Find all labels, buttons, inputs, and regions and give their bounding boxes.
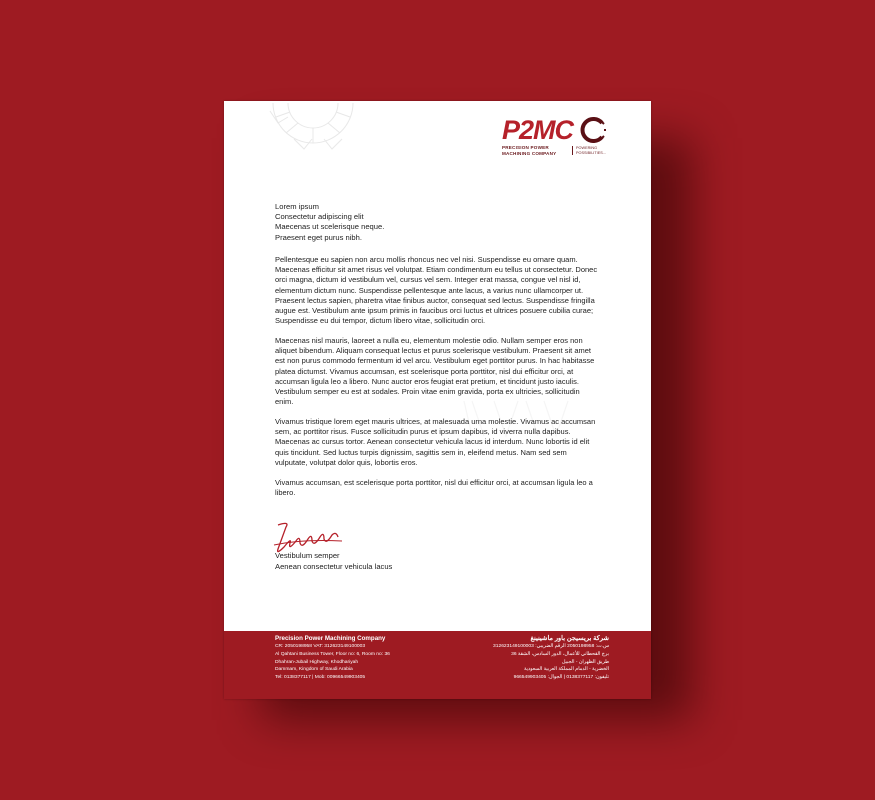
gear-watermark-icon [268,103,358,155]
footer-arabic [439,635,609,682]
body-paragraph: Vivamus tristique lorem eget mauris ultrices, at malesuada urna molestie. Vivamus ac accumsan sem, ac porttitor risus. Fusce sollicitudin purus et ipsum dapibus, id viverra nulla dapibus. Maecenas ac cursus tortor. Aenean consectetur vehicula lacus id interdum. Nunc lobortis id elit quis tincidunt. Sed luctus turpis dignissim, sagittis sem in, eleifend metus. Nam sed sem vulputate, volutpat dolor quis, lobortis eros. [275,417,596,467]
company-logo [502,115,642,159]
footer-address-line-ar: برج القحطاني للأعمال، الدور السادس، الشقة 36 [511,651,609,657]
letterhead-footer [224,631,651,699]
logo-tagline: POWERING POSSIBILITIES... [572,146,616,155]
recipient-address [275,202,575,243]
body-paragraph: Vivamus accumsan, est scelerisque porta porttitor, nisl dui efficitur orci, at accumsan ligula leo a libero. [275,477,593,497]
footer-cr-vat: CR: 2050198958 VAT: 312623149100003 [275,644,366,649]
signatory-title: Aenean consectetur vehicula lacus [275,562,393,571]
signatory-name: Vestibulum semper [275,551,340,560]
address-line: Maecenas ut scelerisque neque. [275,222,385,232]
body-paragraph: Pellentesque eu sapien non arcu mollis rhoncus nec vel nisi. Suspendisse eu ornare quam. Maecenas efficitur sit amet risus vel volutpat. Etiam condimentum eu tellus ut consectetur. Donec orci magna, dictum id vestibulum vel, cursus vel sem. Integer erat massa, congue vel nisl id, elementum dictum nunc. Suspendisse pellentesque ante lacus, a varius nunc ullamcorper ut. Praesent lectus sapien, pharetra vitae finibus auctor, consequat sed lectus. Suspendisse fringilla augue est. Vestibulum ante ipsum primis in faucibus orci luctus et ultrices posuere cubilia curae; Suspendisse eu dui tempor, dictum libero vitae, sollicitudin orci. [275,255,598,326]
address-line: Praesent eget purus nibh. [275,232,362,242]
footer-address-line-ar: الخضرية - الدمام المملكة العربية السعودية [524,667,609,673]
footer-cr-vat-ar: س.ت: 2050198958 الرقم الضريبي: 312623149100003 [493,644,609,649]
footer-company-name: Precision Power Machining Company [275,635,386,642]
footer-address-line-ar: طريق الظهران - الجبيل [561,659,609,665]
footer-address-line: Al Qahtani Business Tower, Floor no: 6, Room no: 36 [275,651,390,657]
footer-phones: Tel: 0138377117 | Mob: 00966549903405 [275,675,366,681]
body-paragraph: Maecenas nisl mauris, laoreet a nulla eu, elementum molestie odio. Nullam semper eros non aliquet bibendum. Aliquam consequat lectus et purus scelerisque vestibulum. Praesent sit amet est non purus commodo fermentum id vel arcu. Vestibulum eget porttitor purus. In hac habitasse platea dictumst. Vivamus accumsan, est scelerisque porta porttitor, nisl dui efficitur orci, at accumsan ligula leo a libero. Nunc auctor eros feugiat erat pretium, et tincidunt justo iaculis. Vestibulum semper eu est at sodales. Proin vitae enim gravida, porta ex ultricies, sollicitudin enim. [275,336,595,407]
logo-mark: P2MC [502,115,574,145]
address-line: Consectetur adipiscing elit [275,212,364,222]
footer-english [275,635,455,682]
address-line: Lorem ipsum [275,202,319,211]
handwritten-signature [272,519,344,555]
letterhead-page [224,101,651,699]
letter-body [275,255,598,508]
footer-company-name-ar: شركة بريسيجن باور ماشينينغ [530,635,609,642]
footer-address-line: Dhahran-Jubail Highway, Khodhariyah [275,659,359,665]
logo-company-name: PRECISION POWER MACHINING COMPANY [502,145,557,156]
gear-icon [580,117,606,143]
footer-address-line: Dammam, Kingdom of Saudi Arabia [275,667,353,673]
footer-phones-ar: تليفون: 0138377117 | الجوال: 966549903405 [513,675,609,681]
